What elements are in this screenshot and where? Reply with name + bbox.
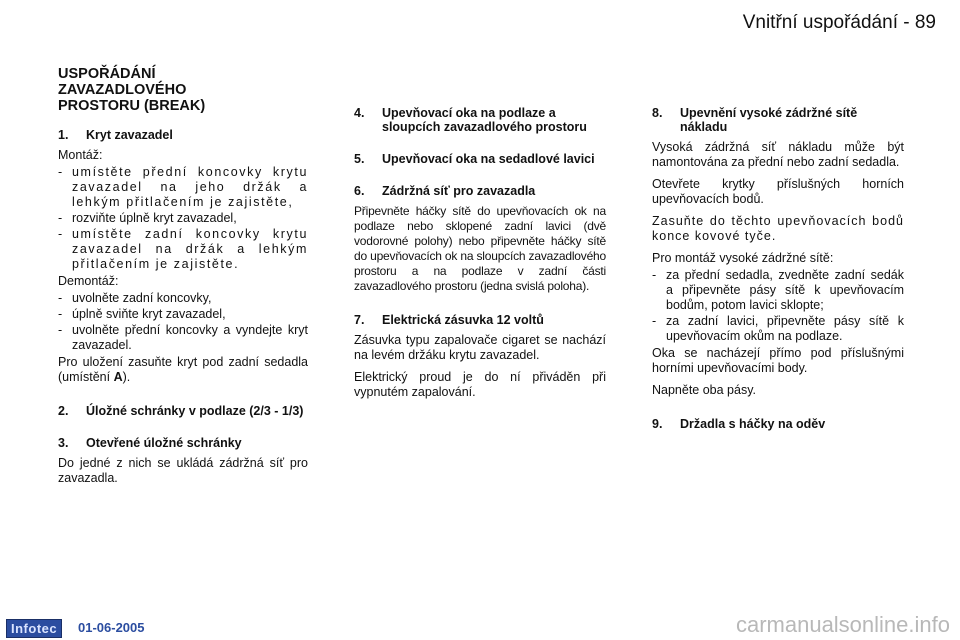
heading-2: 2. Úložné schránky v podlaze (2/3 - 1/3) <box>58 404 304 418</box>
heading-4: 4. Upevňovací oka na podlaze a sloupcích zavazadlového prostoru <box>354 106 587 134</box>
section-8-p2: Otevřete krytky příslušných horních upevňovacích bodů. <box>652 177 904 206</box>
watermark: carmanualsonline.info <box>735 612 950 637</box>
heading-7: 7. Elektrická zásuvka 12 voltů <box>354 313 544 327</box>
heading-1: 1. Kryt zavazadel <box>58 128 173 142</box>
section-7-text-1: Zásuvka typu zapalovače cigaret se nachází na levém držáku krytu zavazadel. <box>354 333 606 362</box>
list-item: - uvolněte zadní koncovky, <box>58 291 308 306</box>
section-8-p4: Pro montáž vysoké zádržné sítě: <box>652 251 834 265</box>
storage-text: Pro uložení zasuňte kryt pod zadní sedadla (umístění A). <box>58 355 308 384</box>
heading-8: 8. Upevnění vysoké zádržné sítě nákladu <box>652 106 858 134</box>
section-8-list <box>652 268 904 344</box>
mount-list <box>58 165 308 272</box>
heading-9: 9. Držadla s háčky na oděv <box>652 417 826 431</box>
list-item: - rozviňte úplně kryt zavazadel, <box>58 211 308 226</box>
page-header: Vnitřní uspořádání - 89 <box>742 12 936 33</box>
section-title: USPOŘÁDÁNÍ ZAVAZADLOVÉHO PROSTORU (BREAK) <box>58 66 206 114</box>
section-7-text-2: Elektrický proud je do ní přiváděn při vypnutém zapalování. <box>354 370 606 399</box>
section-8-p1: Vysoká zádržná síť nákladu může být namontována za přední nebo zadní sedadla. <box>652 140 904 169</box>
list-item: - umístěte zadní koncovky krytu zavazadel na držák a lehkým přitlačením je zajistěte. <box>58 227 308 272</box>
list-item: - umístěte přední koncovky krytu zavazadel na jeho držák a lehkým přitlačením je zajistěte, <box>58 165 308 210</box>
dismount-list <box>58 291 308 353</box>
section-8-p6: Napněte oba pásy. <box>652 383 757 397</box>
section-3-text: Do jedné z nich se ukládá zádržná síť pro zavazadla. <box>58 456 308 485</box>
footer-date: 01-06-2005 <box>78 620 145 635</box>
section-6-text: Připevněte háčky sítě do upevňovacích ok na podlaze nebo sklopené zadní lavici (dvě vodorovné polohy) nebo připevněte háčky sítě do upevňovacích ok na sloupcích zavazadlového prostoru a na podlaze v zadní části zavazadlového prostoru (jedna svislá poloha). <box>354 204 606 293</box>
section-8-p3: Zasuňte do těchto upevňovacích bodů konce kovové tyče. <box>652 214 904 243</box>
mount-label: Montáž: <box>58 148 103 162</box>
column-3 <box>652 106 904 437</box>
section-8-p5: Oka se nacházejí přímo pod příslušnými horními upevňovacími body. <box>652 346 904 375</box>
heading-3: 3. Otevřené úložné schránky <box>58 436 242 450</box>
column-2 <box>354 106 606 407</box>
list-item: - úplně sviňte kryt zavazadel, <box>58 307 308 322</box>
heading-5: 5. Upevňovací oka na sedadlové lavici <box>354 152 595 166</box>
list-item: - uvolněte přední koncovky a vyndejte kryt zavazadel. <box>58 323 308 353</box>
column-1 <box>58 66 308 493</box>
dismount-label: Demontáž: <box>58 274 119 288</box>
infotec-logo: Infotec <box>6 619 62 638</box>
list-item: - za přední sedadla, zvedněte zadní sedák a připevněte pásy sítě k upevňovacím bodům, potom lavici sklopte; <box>652 268 904 313</box>
list-item: - za zadní lavici, připevněte pásy sítě k upevňovacím okům na podlaze. <box>652 314 904 344</box>
heading-6: 6. Zádržná síť pro zavazadla <box>354 184 536 198</box>
